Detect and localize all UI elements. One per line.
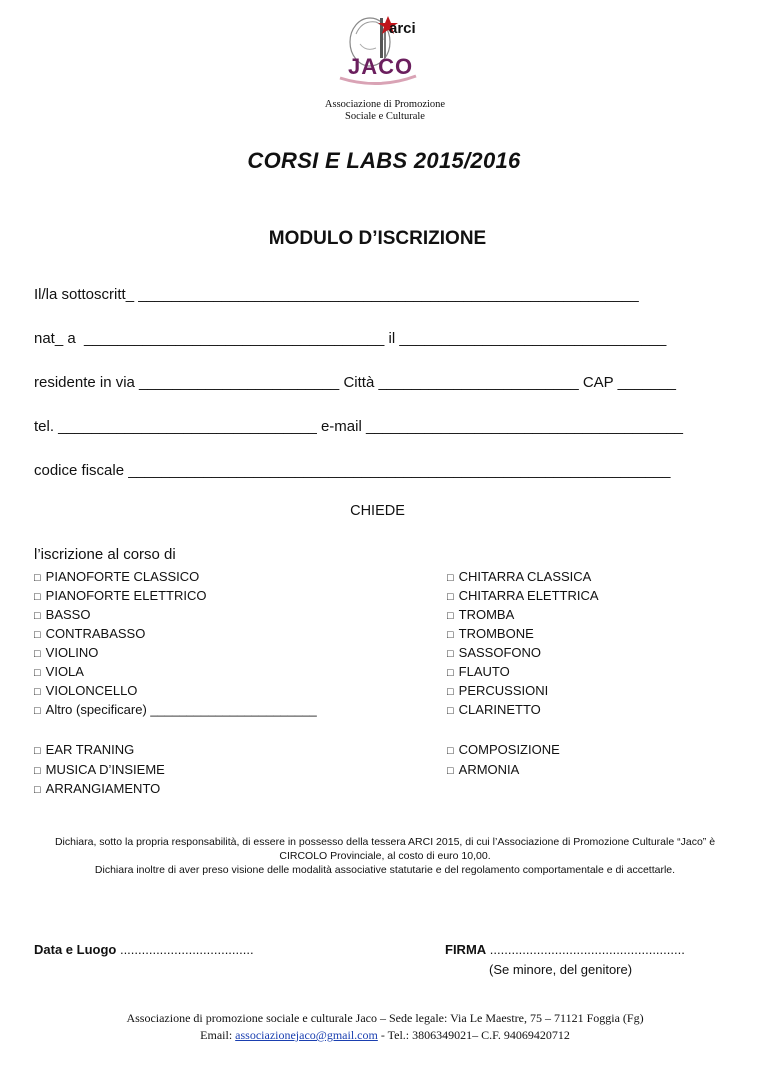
chiede-heading: CHIEDE bbox=[350, 503, 405, 519]
course-label: Altro (specificare) _______________________ bbox=[45, 702, 317, 717]
firma-label: FIRMA bbox=[445, 942, 487, 957]
course-option[interactable] bbox=[447, 607, 514, 624]
field-sottoscritto[interactable]: Il/la sottoscritt_ ____________________________________________________________ bbox=[34, 286, 639, 303]
course-label: ARMONIA bbox=[458, 762, 520, 777]
checkbox-icon[interactable]: □ bbox=[34, 629, 41, 641]
course-option[interactable] bbox=[34, 607, 90, 624]
declaration-line-1: Dichiara, sotto la propria responsabilità, di essere in possesso della tessera ARCI 2015, di cui l’Associazione di Promozione Culturale “Jaco” è bbox=[54, 836, 716, 848]
footer-contacts bbox=[40, 1027, 730, 1043]
data-luogo-dots: ..................................... bbox=[116, 942, 254, 957]
course-option[interactable] bbox=[34, 683, 137, 700]
course-option[interactable] bbox=[34, 588, 207, 605]
firma-field[interactable] bbox=[445, 942, 685, 957]
course-label: CHITARRA ELETTRICA bbox=[458, 588, 599, 603]
course-option[interactable] bbox=[447, 762, 519, 779]
course-label: VIOLONCELLO bbox=[45, 683, 138, 698]
course-option[interactable] bbox=[447, 664, 510, 681]
course-option[interactable] bbox=[34, 762, 165, 779]
course-label: TROMBA bbox=[458, 607, 515, 622]
checkbox-icon[interactable]: □ bbox=[34, 610, 41, 622]
jaco-logo bbox=[332, 14, 424, 94]
footer-phone-cf: - Tel.: 3806349021– C.F. 94069420712 bbox=[377, 1028, 570, 1042]
checkbox-icon[interactable]: □ bbox=[34, 648, 41, 660]
course-label: VIOLA bbox=[45, 664, 84, 679]
checkbox-icon[interactable]: □ bbox=[447, 591, 454, 603]
checkbox-icon[interactable]: □ bbox=[447, 745, 454, 757]
field-nato-a[interactable]: nat_ a ____________________________________ il ________________________________ bbox=[34, 330, 667, 347]
checkbox-icon[interactable]: □ bbox=[34, 705, 41, 717]
course-label: ARRANGIAMENTO bbox=[45, 781, 161, 796]
checkbox-icon[interactable]: □ bbox=[447, 667, 454, 679]
course-option[interactable] bbox=[447, 588, 599, 605]
course-option[interactable] bbox=[34, 645, 98, 662]
course-label: CHITARRA CLASSICA bbox=[458, 569, 592, 584]
checkbox-icon[interactable]: □ bbox=[447, 610, 454, 622]
course-label: BASSO bbox=[45, 607, 91, 622]
course-option[interactable] bbox=[447, 702, 541, 719]
data-luogo-label: Data e Luogo bbox=[34, 942, 117, 957]
course-label: TROMBONE bbox=[458, 626, 534, 641]
form-subtitle: MODULO D’ISCRIZIONE bbox=[268, 228, 487, 249]
course-option[interactable] bbox=[34, 781, 160, 798]
field-codice-fiscale[interactable]: codice fiscale _________________________________________________________________ bbox=[34, 462, 671, 479]
course-label: MUSICA D’INSIEME bbox=[45, 762, 165, 777]
checkbox-icon[interactable]: □ bbox=[34, 784, 41, 796]
footer-address: Associazione di promozione sociale e culturale Jaco – Sede legale: Via Le Maestre, 75 – 71121 Foggia (Fg) bbox=[126, 1011, 644, 1025]
course-label: COMPOSIZIONE bbox=[458, 742, 560, 757]
course-option[interactable] bbox=[447, 683, 548, 700]
course-label: VIOLINO bbox=[45, 645, 99, 660]
course-option-altro[interactable] bbox=[34, 702, 317, 719]
logo-text: JACO bbox=[348, 54, 414, 79]
checkbox-icon[interactable]: □ bbox=[447, 686, 454, 698]
course-label: PIANOFORTE ELETTRICO bbox=[45, 588, 207, 603]
association-line-2: Sociale e Culturale bbox=[345, 111, 425, 122]
footer-email-link[interactable]: associazionejaco@gmail.com bbox=[235, 1028, 378, 1042]
course-label: CLARINETTO bbox=[458, 702, 541, 717]
course-option[interactable] bbox=[447, 742, 560, 759]
course-option[interactable] bbox=[34, 664, 84, 681]
iscrizione-label: l’iscrizione al corso di bbox=[34, 546, 176, 563]
course-option[interactable] bbox=[34, 626, 145, 643]
field-contatti[interactable]: tel. _______________________________ e-mail ______________________________________ bbox=[34, 418, 683, 435]
checkbox-icon[interactable]: □ bbox=[447, 648, 454, 660]
checkbox-icon[interactable]: □ bbox=[447, 765, 454, 777]
course-option[interactable] bbox=[34, 742, 134, 759]
checkbox-icon[interactable]: □ bbox=[34, 745, 41, 757]
course-label: SASSOFONO bbox=[458, 645, 542, 660]
checkbox-icon[interactable]: □ bbox=[447, 629, 454, 641]
firma-dots: ...................................................... bbox=[486, 942, 685, 957]
course-option[interactable] bbox=[34, 569, 199, 586]
course-label: PERCUSSIONI bbox=[458, 683, 549, 698]
course-option[interactable] bbox=[447, 645, 541, 662]
declaration-line-2: CIRCOLO Provinciale, al costo di euro 10,00. bbox=[279, 850, 491, 862]
checkbox-icon[interactable]: □ bbox=[447, 705, 454, 717]
course-option[interactable] bbox=[447, 569, 591, 586]
checkbox-icon[interactable]: □ bbox=[34, 765, 41, 777]
declaration-line-3: Dichiara inoltre di aver preso visione delle modalità associative statutarie e del regolamento comportamentale e di accettarle. bbox=[94, 864, 676, 876]
arci-badge: arci bbox=[389, 20, 416, 37]
checkbox-icon[interactable]: □ bbox=[447, 572, 454, 584]
course-label: PIANOFORTE CLASSICO bbox=[45, 569, 200, 584]
checkbox-icon[interactable]: □ bbox=[34, 686, 41, 698]
field-residenza[interactable]: residente in via ________________________ Città ________________________ CAP _______ bbox=[34, 374, 676, 391]
course-label: CONTRABASSO bbox=[45, 626, 146, 641]
firma-note: (Se minore, del genitore) bbox=[489, 962, 633, 977]
page-title: CORSI E LABS 2015/2016 bbox=[247, 148, 521, 173]
checkbox-icon[interactable]: □ bbox=[34, 667, 41, 679]
course-option[interactable] bbox=[447, 626, 534, 643]
association-line-1: Associazione di Promozione bbox=[324, 99, 446, 110]
checkbox-icon[interactable]: □ bbox=[34, 591, 41, 603]
data-luogo-field[interactable] bbox=[34, 942, 254, 957]
course-label: FLAUTO bbox=[458, 664, 510, 679]
course-label: EAR TRANING bbox=[45, 742, 135, 757]
checkbox-icon[interactable]: □ bbox=[34, 572, 41, 584]
footer-email-label: Email: bbox=[200, 1028, 233, 1042]
